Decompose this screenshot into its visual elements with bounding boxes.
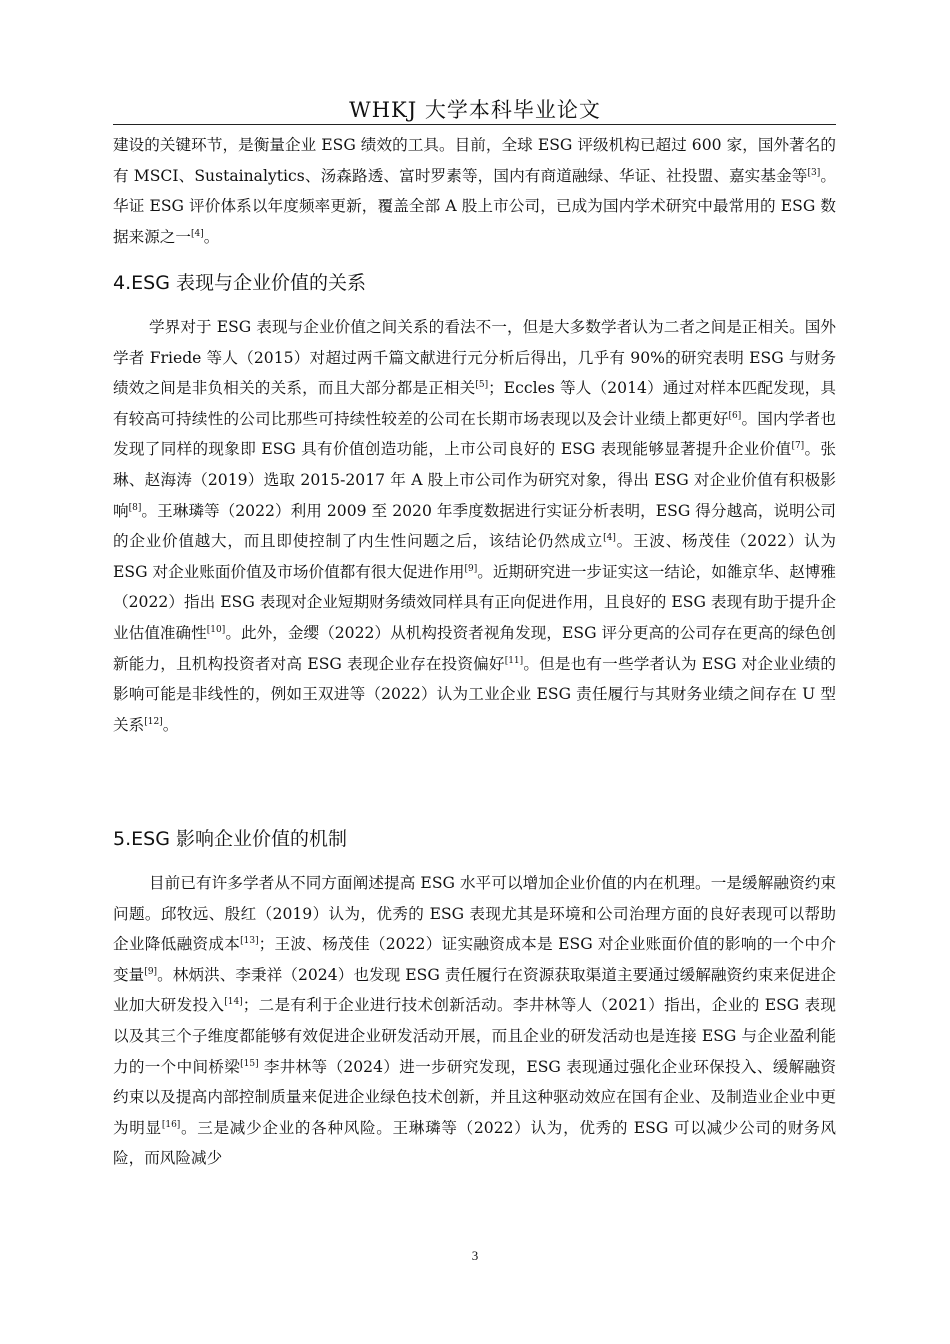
body-text-run: ；Eccles 等人（2014）通过对样本匹配发现，具有较高可持续性的公司比那些可持续性较差的公司在长期市场表现以及会计业绩上都更好 xyxy=(113,379,836,428)
body-text-run: ；二是有利于企业进行技术创新活动。李井林等人（2021）指出，企业的 ESG 表现以及其三个子维度都能够有效促进企业研发活动开展，而且企业的研发活动也是连接 ESG 与企业盈利能力的一个中间桥梁 xyxy=(113,996,836,1076)
body-text-run: 。国内学者也发现了同样的现象即 ESG 具有价值创造功能，上市公司良好的 ESG 表现能够显著提升企业价值 xyxy=(113,409,836,459)
body-text-run: 。 xyxy=(162,715,179,734)
citation-marker: [11] xyxy=(504,655,524,666)
section-heading-4: 4.ESG 表现与企业价值的关系 xyxy=(113,272,366,294)
body-text-run: 李井林等（2024）进一步研究发现，ESG 表现通过强化企业环保投入、缓解融资约束以及提高内部控制质量来促进企业绿色技术创新，并且这种驱动效应在国有企业、及制造业企业中更为明显 xyxy=(113,1057,836,1137)
body-text-run: 目前已有许多学者从不同方面阐述提高 ESG 水平可以增加企业价值的内在机理。一是缓解融资约束问题。邱牧远、殷红（2019）认为，优秀的 ESG 表现尤其是环境和公司治理方面的良好表现可以帮助企业降低融资成本 xyxy=(113,874,836,954)
citation-marker: [13] xyxy=(240,936,259,946)
section-heading-5: 5.ESG 影响企业价值的机制 xyxy=(113,828,347,850)
body-text-run: 学界对于 ESG 表现与企业价值之间关系的看法不一，但是大多数学者认为二者之间是正相关。国外学者 Friede 等人（2015）对超过两千篇文献进行元分析后得出，几乎有 90%的研究表明 ESG 与财务绩效之间是非负相关的关系，而且大部分都是正相关 xyxy=(113,318,836,398)
page-number: 3 xyxy=(471,1248,479,1263)
body-text-run: ；王波、杨茂佳（2022）证实融资成本是 ESG 对企业账面价值的影响的一个中介变量 xyxy=(113,935,836,984)
body-text-run: 。但是也有一些学者认为 ESG 对企业业绩的影响可能是非线性的，例如王双进等（2022）认为工业企业 ESG 责任履行与其财务业绩之间存在 U 型关系 xyxy=(113,654,837,734)
body-text-run: 。张琳、赵海涛（2019）选取 2015-2017 年 A 股上市公司作为研究对象，得出 ESG 对企业价值有积极影响 xyxy=(113,440,836,520)
body-text-run: 。王琳璘等（2022）利用 2009 至 2020 年季度数据进行实证分析表明，ESG 得分越高，说明公司的企业价值越大，而且即使控制了内生性问题之后，该结论仍然成立 xyxy=(113,501,836,551)
citation-marker: [7] xyxy=(791,441,805,452)
body-text-run: 。此外，金缨（2022）从机构投资者视角发现，ESG 评分更高的公司存在更高的绿色创新能力，且机构投资者对高 ESG 表现企业存在投资偏好 xyxy=(113,623,836,673)
citation-marker: [5] xyxy=(475,380,489,390)
body-text-run: 。林炳洪、李秉祥（2024）也发现 ESG 责任履行在资源获取渠道主要通过缓解融资约束来促进企业加大研发投入 xyxy=(113,965,836,1015)
citation-marker: [6] xyxy=(728,410,742,421)
citation-marker: [4] xyxy=(190,228,204,239)
paragraph-esg-value-relationship xyxy=(113,312,836,740)
paragraph-esg-mechanisms xyxy=(113,868,836,1174)
paragraph-esg-rating-agencies xyxy=(113,130,836,252)
body-text-run: 。华证 ESG 评价体系以年度频率更新，覆盖全部 A 股上市公司，已成为国内学术研究中最常用的 ESG 数据来源之一 xyxy=(113,166,836,246)
body-text-run: 。近期研究进一步证实这一结论，如雒京华、赵博雅（2022）指出 ESG 表现对企业短期财务绩效同样具有正向促进作用，且良好的 ESG 表现有助于提升企业估值准确性 xyxy=(113,562,836,642)
citation-marker: [9] xyxy=(464,563,478,574)
citation-marker: [4] xyxy=(603,532,616,543)
citation-marker: [3] xyxy=(807,167,821,178)
header-divider xyxy=(113,124,836,125)
body-text-run: 。王波、杨茂佳（2022）认为 ESG 对企业账面价值及市场价值都有很大促进作用 xyxy=(113,532,836,581)
citation-marker: [8] xyxy=(128,502,142,513)
citation-marker: [15] xyxy=(240,1058,259,1069)
citation-marker: [10] xyxy=(206,624,226,635)
body-text-run: 。三是减少企业的各种风险。王琳璘等（2022）认为，优秀的 ESG 可以减少公司的财务风险，而风险减少 xyxy=(113,1118,836,1168)
running-header-title: WHKJ 大学本科毕业论文 xyxy=(349,98,601,122)
body-text-run: 建设的关键环节，是衡量企业 ESG 绩效的工具。目前，全球 ESG 评级机构已超过 600 家，国外著名的有 MSCI、Sustainalytics、汤森路透、富时罗素等，国内有商道融绿、华证、社投盟、嘉实基金等 xyxy=(113,136,836,185)
citation-marker: [12] xyxy=(144,716,163,727)
citation-marker: [9] xyxy=(144,966,158,977)
citation-marker: [14] xyxy=(224,997,243,1008)
citation-marker: [16] xyxy=(161,1119,181,1130)
body-text-run: 。 xyxy=(203,227,220,246)
